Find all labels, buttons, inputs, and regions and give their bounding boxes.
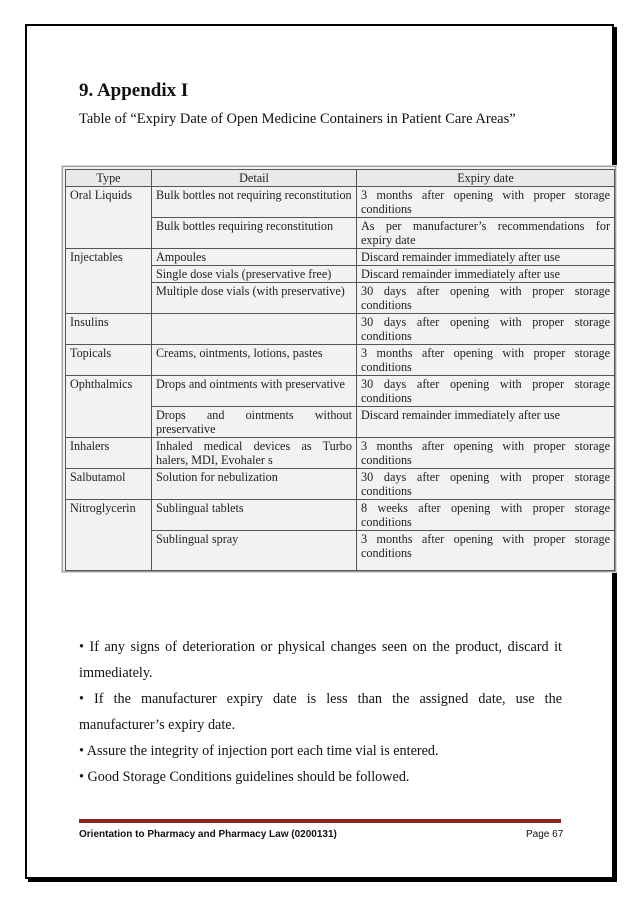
- detail-cell: Single dose vials (preservative free): [152, 266, 357, 283]
- type-cell: Oral Liquids: [66, 187, 152, 218]
- bullet-list: [79, 634, 562, 790]
- expiry-cell: Discard remainder immediately after use: [357, 266, 615, 283]
- detail-cell: Bulk bottles not requiring reconstitution: [152, 187, 357, 218]
- type-cell: [66, 283, 152, 314]
- type-cell: [66, 531, 152, 571]
- table-row: [66, 345, 615, 376]
- expiry-table: [65, 169, 615, 571]
- footer-divider: [79, 819, 561, 823]
- type-cell: Injectables: [66, 249, 152, 266]
- type-cell: Inhalers: [66, 438, 152, 469]
- expiry-cell: Discard remainder immediately after use: [357, 407, 615, 438]
- table-row: [66, 469, 615, 500]
- type-cell: [66, 266, 152, 283]
- expiry-cell: 30 days after opening with proper storage conditions: [357, 469, 615, 500]
- table-row: [66, 266, 615, 283]
- table-row: [66, 314, 615, 345]
- expiry-cell: Discard remainder immediately after use: [357, 249, 615, 266]
- expiry-cell: 30 days after opening with proper storage conditions: [357, 283, 615, 314]
- bullet-item: • Assure the integrity of injection port each time vial is entered.: [79, 743, 439, 759]
- expiry-cell: 3 months after opening with proper storage conditions: [357, 187, 615, 218]
- section-heading: 9. Appendix I: [79, 80, 189, 101]
- detail-cell: Bulk bottles requiring reconstitution: [152, 218, 357, 249]
- table-header-row: [66, 170, 615, 187]
- expiry-cell: 3 months after opening with proper storage conditions: [357, 438, 615, 469]
- type-cell: Ophthalmics: [66, 376, 152, 407]
- expiry-cell: 3 months after opening with proper storage conditions: [357, 531, 615, 571]
- detail-cell: Multiple dose vials (with preservative): [152, 283, 357, 314]
- bullet-item: • If any signs of deterioration or physical changes seen on the product, discard it immediately.: [79, 639, 562, 681]
- table-caption: Table of “Expiry Date of Open Medicine Containers in Patient Care Areas”: [79, 111, 516, 127]
- table-row: [66, 376, 615, 407]
- detail-cell: Drops and ointments with preservative: [152, 376, 357, 407]
- type-cell: Salbutamol: [66, 469, 152, 500]
- table-row: [66, 249, 615, 266]
- expiry-cell: 3 months after opening with proper storage conditions: [357, 345, 615, 376]
- detail-cell: Creams, ointments, lotions, pastes: [152, 345, 357, 376]
- expiry-cell: 8 weeks after opening with proper storage conditions: [357, 500, 615, 531]
- table-row: [66, 438, 615, 469]
- expiry-cell: As per manufacturer’s recommendations for expiry date: [357, 218, 615, 249]
- type-cell: Insulins: [66, 314, 152, 345]
- expiry-table-image: [62, 166, 616, 572]
- bullet-item: • Good Storage Conditions guidelines should be followed.: [79, 769, 410, 785]
- header-expiry-date: Expiry date: [357, 170, 615, 187]
- page-number: Page 67: [526, 829, 564, 840]
- bullet-item: • If the manufacturer expiry date is less than the assigned date, use the manufacturer’s expiry date.: [79, 691, 562, 733]
- table-row: [66, 500, 615, 531]
- detail-cell: Solution for nebulization: [152, 469, 357, 500]
- table-row: [66, 283, 615, 314]
- type-cell: [66, 407, 152, 438]
- detail-cell: [152, 314, 357, 345]
- expiry-cell: 30 days after opening with proper storage conditions: [357, 376, 615, 407]
- table-row: [66, 407, 615, 438]
- detail-cell: Inhaled medical devices as Turbo halers, MDI, Evohaler s: [152, 438, 357, 469]
- table-row: [66, 187, 615, 218]
- footer-course-title: Orientation to Pharmacy and Pharmacy Law (0200131): [79, 829, 337, 840]
- detail-cell: Drops and ointments without preservative: [152, 407, 357, 438]
- detail-cell: Sublingual spray: [152, 531, 357, 571]
- header-type: Type: [66, 170, 152, 187]
- type-cell: [66, 218, 152, 249]
- detail-cell: Sublingual tablets: [152, 500, 357, 531]
- type-cell: Nitroglycerin: [66, 500, 152, 531]
- detail-cell: Ampoules: [152, 249, 357, 266]
- expiry-cell: 30 days after opening with proper storage conditions: [357, 314, 615, 345]
- header-detail: Detail: [152, 170, 357, 187]
- table-row: [66, 218, 615, 249]
- table-row: [66, 531, 615, 571]
- type-cell: Topicals: [66, 345, 152, 376]
